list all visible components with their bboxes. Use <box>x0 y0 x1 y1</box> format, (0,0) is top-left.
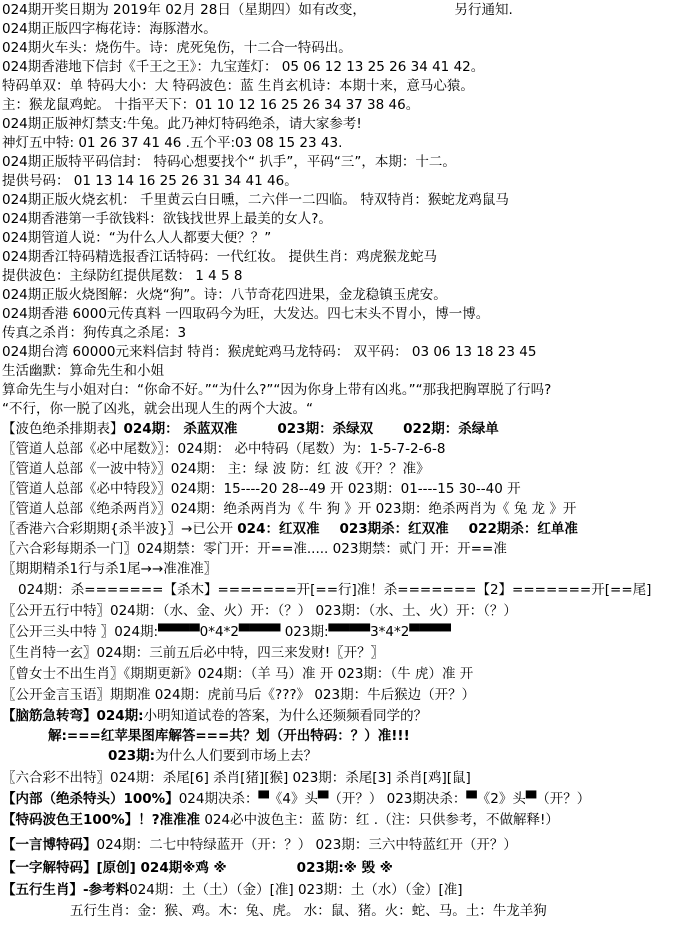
doc-line: 〖六合彩每期杀一门〗024期禁：零门开：开==准..... 023期禁：贰门 开：开==准 <box>2 541 507 557</box>
doc-line: 〖公开金言玉语〗期期准 024期：虎前马后《???》 023期：牛后猴边（开？） <box>2 687 476 703</box>
five-elements-heading: 【五行生肖】 <box>2 882 83 898</box>
half-color-kill-023: 023期杀：红双准 <box>339 521 449 537</box>
doc-line: 〖管道人总部《必中特段》〗024期：15----20 28--49 开 023期：01----15 30--40 开 <box>2 481 521 497</box>
doc-line: 算命先生与小姐对白：“你命不好。”“为什么?”“因为你身上带有凶兆。”“那我把胸罩脱了行吗? <box>2 382 552 398</box>
one-char-heading: 【一字解特码】 <box>2 860 97 876</box>
color-kill-023: 023期：杀绿双 <box>277 421 374 437</box>
doc-line: 〖公开三头中特 〗024期:▀▀▀▀0*4*2▀▀▀▀ 023期:▀▀▀▀3*4*2▀▀▀▀ <box>2 624 451 640</box>
doc-line: 024期火车头：烧伤牛。诗：虎死兔伤，十二合一特码出。 <box>2 40 352 56</box>
color-king-heading: 【特码波色王100%】！?准准准 <box>2 812 201 828</box>
doc-line: 五行生肖：金：猴、鸡。木：兔、虎。 水：鼠、猪。火：蛇、马。土：牛龙羊狗 <box>70 903 547 919</box>
doc-line: 024期香港第一手欲钱料：欲钱找世界上最美的女人?。 <box>2 211 332 227</box>
doc-line: 024期正版火烧玄机： 千里黄云白日曛，二六伴一二四临。 特双特肖：猴蛇龙鸡鼠马 <box>2 192 509 208</box>
five-elements-line <box>2 880 686 901</box>
doc-line: 〖管道人总部《绝杀两肖》〗024期：绝杀两肖为《 牛 狗 》开 023期：绝杀两肖为《 兔 龙 》开 <box>2 501 577 517</box>
head-kill-line <box>2 789 686 810</box>
doc-line: 主：猴龙鼠鸡蛇。 十指平天下：01 10 12 16 25 26 34 37 38 46。 <box>2 97 420 113</box>
half-color-kill-022: 022期杀：红单准 <box>468 521 578 537</box>
color-kill-schedule-line <box>2 419 686 440</box>
color-king-text: 024必中波色主：蓝 防：红 .（注：只供参考，不做解释!） <box>200 812 559 828</box>
brain-teaser-question: 小明知道试卷的答案，为什么还频频看同学的？ <box>143 708 428 724</box>
half-color-kill-line <box>2 519 686 540</box>
doc-line: 024期台湾 60000元来料信封 特肖：猴虎蛇鸡马龙特码： 双平码： 03 06 13 18 23 45 <box>2 344 537 360</box>
one-word-line <box>2 835 686 856</box>
doc-line: 提供号码： 01 13 14 16 25 26 31 34 41 46。 <box>2 173 298 189</box>
color-kill-024: 024期： 杀蓝双准 <box>123 421 238 437</box>
one-char-line <box>2 858 686 879</box>
draw-date-note: 另行通知. <box>454 2 513 18</box>
doc-line: 024期管道人说：“为什么人人都要大便？？” <box>2 230 272 246</box>
doc-line: 024期香港 6000元传真料 一四取码今为旺，大发达。四七末头不胃小，博一博。 <box>2 306 490 322</box>
draw-date-line <box>2 0 686 21</box>
head-kill-heading: 【内部（绝杀特头）100%】 <box>2 791 179 807</box>
half-color-kill-024: 024：红双准 <box>237 521 320 537</box>
color-kill-022: 022期：杀绿单 <box>403 421 499 437</box>
doc-line: 〖生肖特一玄〗024期：三前五后必中特，四三来发财!〖开？〗 <box>2 645 385 661</box>
color-kill-heading: 【波色绝杀排期表】 <box>2 421 124 437</box>
doc-line: 〖管道人总部《必中尾数》〗：024期： 必中特码（尾数）为：1-5-7-2-6-8 <box>2 441 446 457</box>
question-023-text: 为什么人们要到市场上去？ <box>155 748 318 764</box>
doc-line: 提供波色：主绿防红提供尾数： 1 4 5 8 <box>2 268 243 284</box>
doc-line: 〖公开五行中特〗024期：（水、金、火）开：（？） 023期：（水、土、火）开：（？） <box>2 603 517 619</box>
doc-line: 024期香港地下信封《千王之王》：九宝莲灯： 05 06 12 13 25 26 34 41 42。 <box>2 59 485 75</box>
question-023-label: 023期: <box>108 748 156 764</box>
doc-line: 〖期期精杀1行与杀1尾→→准准准〗 <box>2 561 218 577</box>
color-king-line <box>2 810 686 831</box>
doc-line: 特码单双：单 特码大小：大 特码波色：蓝 生肖玄机诗：本期十来，意马心猿。 <box>2 78 474 94</box>
doc-line: 传真之杀肖：狗传真之杀尾：3 <box>2 325 187 341</box>
doc-line: 024期正版火烧图解：火烧“狗”。诗：八节奇花四进果，金龙稳镇玉虎安。 <box>2 287 447 303</box>
brain-teaser-line <box>2 706 686 727</box>
half-color-kill-heading: 〖香港六合彩期期{杀半波}〗→已公开 <box>2 521 238 537</box>
question-023-line <box>108 746 686 767</box>
doc-line: 〖六合彩不出特〗024期：杀尾[6] 杀肖[猪][猴] 023期：杀尾[3] 杀肖[鸡][鼠] <box>2 770 471 786</box>
doc-line: 〖管道人总部《一波中特》〗024期： 主：绿 波 防：红 波《开？？准》 <box>2 461 430 477</box>
doc-line: 024期正版神灯禁支:牛兔。此乃神灯特码绝杀，请大家参考! <box>2 116 362 132</box>
doc-line: 〖曾女士不出生肖〗《期期更新》024期：（羊 马）准 开 023期：（牛 虎）准 开 <box>2 666 474 682</box>
doc-line: 024期：杀=======【杀木】=======开[==行]准！杀=======【2】=======开[==尾] <box>18 582 652 598</box>
one-word-heading: 【一言博特码】 <box>2 837 97 853</box>
doc-line: 024期香江特码精选报香江话特码：一代红妆。 提供生肖：鸡虎猴龙蛇马 <box>2 249 438 265</box>
doc-line: “不行，你一脱了凶兆，就会出现人生的两个大波。“ <box>2 401 313 417</box>
doc-line: 024期正版四字梅花诗：海豚潜水。 <box>2 21 217 37</box>
doc-line: 生活幽默：算命先生和小姐 <box>2 363 164 379</box>
draw-date-text: 024期开奖日期为 2019年 02月 28日（星期四）如有改变， <box>2 2 366 18</box>
doc-line: 神灯五中特: 01 26 37 41 46 .五个平:03 08 15 23 43. <box>2 135 343 151</box>
one-char-024: [原创] 024期※鸡 ※ <box>96 860 227 876</box>
doc-line: 024期正版特平码信封： 特码心想要找个“ 扒手”，平码“三”，本期：十二。 <box>2 154 456 170</box>
one-word-text: 024期：二七中特绿蓝开（开：？） 023期：三六中特蓝红开（开？） <box>96 837 517 853</box>
brain-teaser-heading: 【脑筋急转弯】024期: <box>2 708 144 724</box>
five-elements-text: 024期：土（土）（金）[准] 023期：土（水）（金）[准] <box>129 882 463 898</box>
head-kill-text: 024期决杀：▀《4》头▀（开？） 023期决杀：▀《2》头▀（开？） <box>178 791 591 807</box>
five-elements-ref: -参考料 <box>83 882 130 898</box>
one-char-023: 023期:※ 毁 ※ <box>296 860 393 876</box>
doc-line: 解:===红苹果图库解答===共？划（开出特码：？）准!!! <box>48 728 410 744</box>
